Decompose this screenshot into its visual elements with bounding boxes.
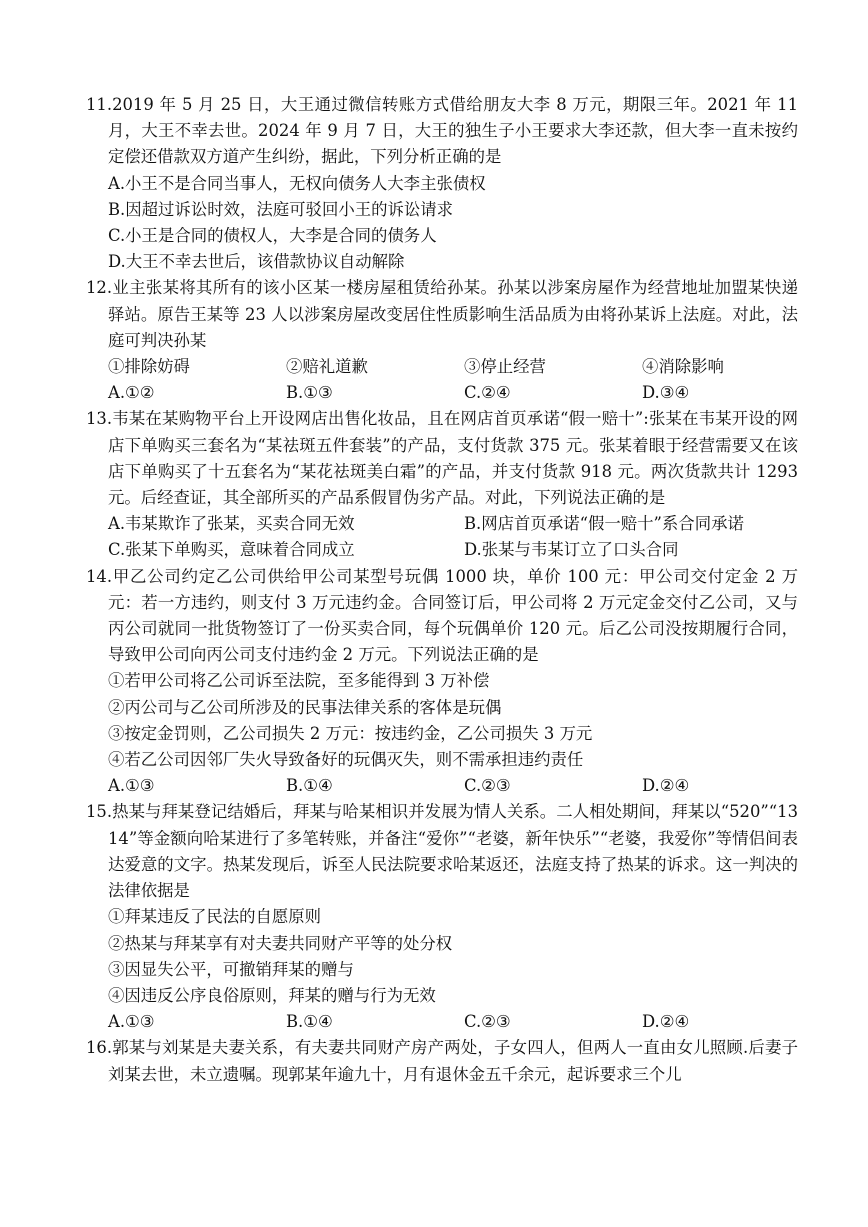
statement-2: ②热某与拜某享有对夫妻共同财产平等的处分权 (108, 933, 453, 953)
question-15 (86, 799, 798, 1035)
choice-b: B.①④ (286, 776, 333, 796)
statement-1: ①排除妨碍 (108, 357, 190, 377)
choice-row (86, 511, 798, 537)
option-c: C.小王是合同的债权人，大李是合同的债务人 (108, 226, 437, 246)
choice-b: B.网店首页承诺“假一赔十”系合同承诺 (464, 514, 744, 534)
statement-row (86, 354, 798, 380)
choice-d: D.②④ (642, 776, 690, 796)
statement-4: ④因违反公序良俗原则，拜某的赠与行为无效 (108, 985, 436, 1005)
question-16 (86, 1035, 798, 1087)
choice-a: A.①③ (108, 1012, 155, 1032)
choice-c: C.②④ (464, 383, 511, 403)
statement-1: ①若甲公司将乙公司诉至法院，至多能得到 3 万补偿 (108, 671, 490, 691)
choice-a: A.韦某欺诈了张某，买卖合同无效 (108, 514, 355, 534)
choice-row (86, 537, 798, 563)
question-stem: 16.郭某与刘某是夫妻关系，有夫妻共同财产房产两处，子女四人，但两人一直由女儿照顾.后妻子刘某去世，未立遗嘱。现郭某年逾九十，月有退休金五千余元，起诉要求三个儿 (86, 1038, 798, 1084)
statement-2: ②丙公司与乙公司所涉及的民事法律关系的客体是玩偶 (108, 697, 502, 717)
choice-row (86, 380, 798, 406)
choice-d: D.②④ (642, 1012, 690, 1032)
choice-d: D.③④ (642, 383, 690, 403)
choice-c: C.②③ (464, 1012, 511, 1032)
question-11 (86, 92, 798, 275)
option-d: D.大王不幸去世后，该借款协议自动解除 (108, 252, 405, 272)
exam-content (86, 92, 798, 1088)
choice-row (86, 1009, 798, 1035)
question-stem: 11.2019 年 5 月 25 日，大王通过微信转账方式借给朋友大李 8 万元，期限三年。2021 年 11 月，大王不幸去世。2024 年 9 月 7 日，大王的独生子小王要求大李还款，但大李一直未按约定偿还借款双方道产生纠纷，据此，下列分析正确的是 (86, 95, 798, 167)
statement-4: ④若乙公司因邻厂失火导致备好的玩偶灭失，则不需承担违约责任 (108, 750, 584, 770)
choice-b: B.①③ (286, 383, 333, 403)
choice-b: B.①④ (286, 1012, 333, 1032)
question-13 (86, 406, 798, 563)
question-14 (86, 564, 798, 800)
choice-c: C.②③ (464, 776, 511, 796)
question-stem: 14.甲乙公司约定乙公司供给甲公司某型号玩偶 1000 块，单价 100 元：甲公司交付定金 2 万元：若一方违约，则支付 3 万元违约金。合同签订后，甲公司将 2 万元定金交付乙公司，又与丙公司就同一批货物签订了一份买卖合同，每个玩偶单价 120 元。后乙公司没按期履行合同，导致甲公司向丙公司支付违约金 2 万元。下列说法正确的是 (86, 566, 798, 665)
choice-a: A.①③ (108, 776, 155, 796)
option-a: A.小王不是合同当事人，无权向债务人大李主张债权 (108, 173, 486, 193)
statement-4: ④消除影响 (642, 357, 724, 377)
question-stem: 15.热某与拜某登记结婚后，拜某与哈某相识并发展为情人关系。二人相处期间，拜某以“520”“1314”等金额向哈某进行了多笔转账，并备注“爱你”“老婆，新年快乐”“老婆，我爱你”等情侣间表达爱意的文字。热某发现后，诉至人民法院要求哈某返还，法庭支持了热某的诉求。这一判决的法律依据是 (86, 802, 798, 901)
choice-d: D.张某与韦某订立了口头合同 (464, 540, 679, 560)
choice-a: A.①② (108, 383, 155, 403)
statement-3: ③停止经营 (464, 357, 546, 377)
choice-row (86, 773, 798, 799)
choice-c: C.张某下单购买，意味着合同成立 (108, 540, 355, 560)
option-b: B.因超过诉讼时效，法庭可驳回小王的诉讼请求 (108, 199, 454, 219)
question-stem: 12.业主张某将其所有的该小区某一楼房屋租赁给孙某。孙某以涉案房屋作为经营地址加盟某快递驿站。原告王某等 23 人以涉案房屋改变居住性质影响生活品质为由将孙某诉上法庭。对此，法庭可判决孙某 (86, 278, 798, 350)
question-12 (86, 275, 798, 406)
statement-1: ①拜某违反了民法的自愿原则 (108, 907, 322, 927)
question-stem: 13.韦某在某购物平台上开设网店出售化妆品，且在网店首页承诺“假一赔十”:张某在韦某开设的网店下单购买三套名为“某祛斑五件套装”的产品，支付货款 375 元。张某着眼于经营需要又在该店下单购买了十五套名为“某花祛斑美白霜”的产品，并支付货款 918 元。两次货款共计 1293 元。后经查证，其全部所买的产品系假冒伪劣产品。对此，下列说法正确的是 (86, 409, 798, 508)
statement-3: ③按定金罚则，乙公司损失 2 万元：按违约金，乙公司损失 3 万元 (108, 723, 593, 743)
statement-2: ②赔礼道歉 (286, 357, 368, 377)
statement-3: ③因显失公平，可撤销拜某的赠与 (108, 959, 354, 979)
